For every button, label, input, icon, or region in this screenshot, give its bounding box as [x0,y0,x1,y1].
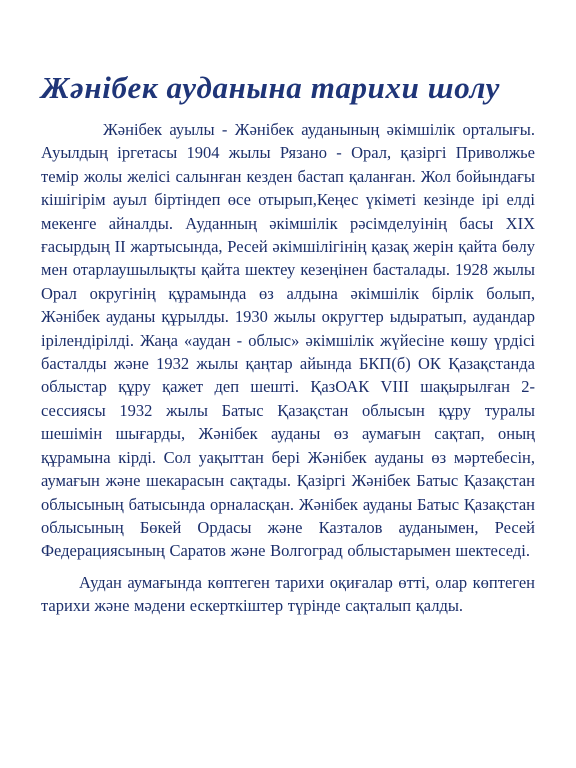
paragraph-monuments: Аудан аумағында көптеген тарихи оқиғалар өтті, олар көптеген тарихи және мәдени ескерткіштер түрінде сақталып қалды. [41,572,535,616]
paragraph-history: Жәнібек ауылы - Жәнібек ауданының әкімшілік орталығы. Ауылдың іргетасы 1904 жылы Рязано - Орал, қазіргі Приволжье темір жолы желісі салынған кезден бастап қаланған. Жол бойындағы кішігірім ауыл біртіндеп өсе отырып,Кеңес үкіметі кезінде ірі елді мекенге айналды. Ауданның әкімшілік рәсімделуінің басы XIX ғасырдың II жартысында, Ресей әкімшілігінің қазақ жерін қайта бөлу мен отарлаушылықты қайта шектеу кезеңінен басталады. 1928 жылы Орал округінің құрамында өз алдына әкімшілік бірлік болып, Жәнібек ауданы құрылды. 1930 жылы округтер ыдыратып, аудандар ірілендірілді. Жаңа «аудан - облыс» әкімшілік жүйесіне көшу үрдісі басталды және 1932 жылы қаңтар айында БКП(б) ОК Қазақстанда облыстар құру қажет деп шешті. ҚазОАК VIII шақырылған 2-сессиясы 1932 жылы Батыс Қазақстан облысын құру туралы шешімін шығарды, Жәнібек ауданы өз аумағын сақтап, оның құрамына кірді. Сол уақыттан бері Жәнібек ауданы өз мәртебесін, аумағын және шекарасын сақтады. Қазіргі Жәнібек Батыс Қазақстан облысының батысында орналасқан. Жәнібек ауданы Батыс Қазақстан облысының Бөкей Ордасы және Казталов ауданымен, Ресей Федерациясының Саратов және Волгоград облыстарымен шектеседі. [41,120,535,561]
document-title: Жәнібек ауданына тарихи шолу [41,70,501,105]
